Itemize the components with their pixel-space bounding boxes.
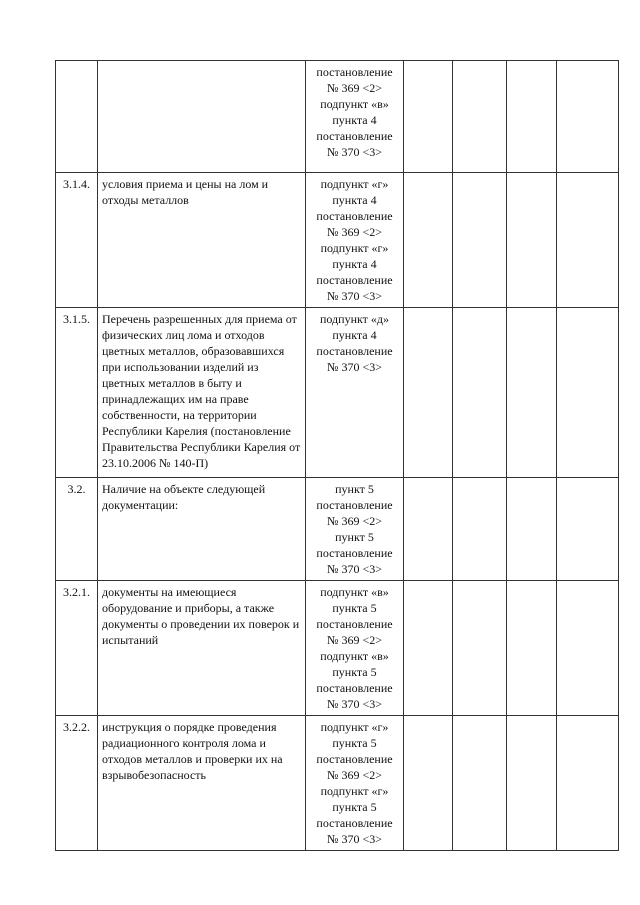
answer-cell <box>507 61 557 173</box>
answer-cell <box>557 308 619 478</box>
answer-cell <box>453 308 507 478</box>
reference-line: подпункт «в» <box>320 649 389 663</box>
table-row <box>56 308 619 478</box>
reference-line: пункт 5 <box>335 530 374 544</box>
answer-cell <box>453 581 507 716</box>
answer-cell <box>507 308 557 478</box>
legal-reference <box>306 173 404 308</box>
row-number: 3.2.2. <box>56 716 98 851</box>
answer-cell <box>404 173 453 308</box>
reference-line: № 370 <3> <box>327 289 382 303</box>
answer-cell <box>557 478 619 581</box>
requirement-text: инструкция о порядке проведения радиационного контроля лома и отходов металлов и проверки их на взрывобезопасность <box>98 716 306 851</box>
answer-cell <box>404 61 453 173</box>
answer-cell <box>507 581 557 716</box>
reference-line: № 370 <3> <box>327 562 382 576</box>
answer-cell <box>507 716 557 851</box>
table-row <box>56 581 619 716</box>
legal-reference <box>306 581 404 716</box>
reference-line: постановление <box>316 816 393 830</box>
reference-line: № 369 <2> <box>327 633 382 647</box>
answer-cell <box>453 478 507 581</box>
answer-cell <box>404 581 453 716</box>
reference-line: пункта 4 <box>332 193 377 207</box>
reference-line: № 370 <3> <box>327 145 382 159</box>
reference-line: пункта 5 <box>332 736 377 750</box>
reference-line: пункт 5 <box>335 482 374 496</box>
reference-line: подпункт «г» <box>320 241 389 255</box>
reference-line: пункта 4 <box>332 328 377 342</box>
legal-reference <box>306 478 404 581</box>
reference-line: № 370 <3> <box>327 360 382 374</box>
answer-cell <box>507 173 557 308</box>
answer-cell <box>557 61 619 173</box>
legal-reference <box>306 61 404 173</box>
reference-line: постановление <box>316 129 393 143</box>
answer-cell <box>453 61 507 173</box>
answer-cell <box>557 581 619 716</box>
reference-line: подпункт «г» <box>320 720 389 734</box>
reference-line: постановление <box>316 681 393 695</box>
reference-line: постановление <box>316 344 393 358</box>
reference-line: пункта 4 <box>332 257 377 271</box>
answer-cell <box>404 308 453 478</box>
answer-cell <box>404 716 453 851</box>
reference-line: подпункт «г» <box>320 177 389 191</box>
reference-line: подпункт «г» <box>320 784 389 798</box>
reference-line: № 369 <2> <box>327 768 382 782</box>
legal-reference <box>306 308 404 478</box>
reference-line: постановление <box>316 273 393 287</box>
row-number: 3.1.5. <box>56 308 98 478</box>
legal-reference <box>306 716 404 851</box>
reference-line: № 370 <3> <box>327 697 382 711</box>
reference-line: постановление <box>316 209 393 223</box>
reference-line: постановление <box>316 498 393 512</box>
reference-line: № 370 <3> <box>327 832 382 846</box>
answer-cell <box>453 173 507 308</box>
requirement-text <box>98 61 306 173</box>
reference-line: подпункт «в» <box>320 585 389 599</box>
row-number: 3.2.1. <box>56 581 98 716</box>
reference-line: подпункт «д» <box>319 312 390 326</box>
table-row <box>56 478 619 581</box>
reference-line: № 369 <2> <box>327 514 382 528</box>
requirements-table <box>55 60 619 851</box>
reference-line: постановление <box>316 546 393 560</box>
reference-line: постановление <box>316 65 393 79</box>
reference-line: пункта 5 <box>332 601 377 615</box>
answer-cell <box>404 478 453 581</box>
row-number <box>56 61 98 173</box>
reference-line: постановление <box>316 617 393 631</box>
row-number: 3.1.4. <box>56 173 98 308</box>
row-number: 3.2. <box>56 478 98 581</box>
reference-line: пункта 5 <box>332 800 377 814</box>
table-row <box>56 61 619 173</box>
reference-line: пункта 5 <box>332 665 377 679</box>
reference-line: пункта 4 <box>332 113 377 127</box>
requirement-text: документы на имеющиеся оборудование и приборы, а также документы о проведении их поверок и испытаний <box>98 581 306 716</box>
answer-cell <box>557 716 619 851</box>
requirement-text: Перечень разрешенных для приема от физических лиц лома и отходов цветных металлов, образовавшихся при использовании изделий из цветных металлов в быту и принадлежащих им на праве собственности, на территории Республики Карелия (постановление Правительства Республики Карелия от 23.10.2006 № 140-П) <box>98 308 306 478</box>
table-row <box>56 173 619 308</box>
reference-line: постановление <box>316 752 393 766</box>
answer-cell <box>507 478 557 581</box>
requirement-text: Наличие на объекте следующей документации: <box>98 478 306 581</box>
reference-line: № 369 <2> <box>327 225 382 239</box>
answer-cell <box>453 716 507 851</box>
answer-cell <box>557 173 619 308</box>
table-row <box>56 716 619 851</box>
requirement-text: условия приема и цены на лом и отходы металлов <box>98 173 306 308</box>
reference-line: № 369 <2> <box>327 81 382 95</box>
reference-line: подпункт «в» <box>320 97 389 111</box>
